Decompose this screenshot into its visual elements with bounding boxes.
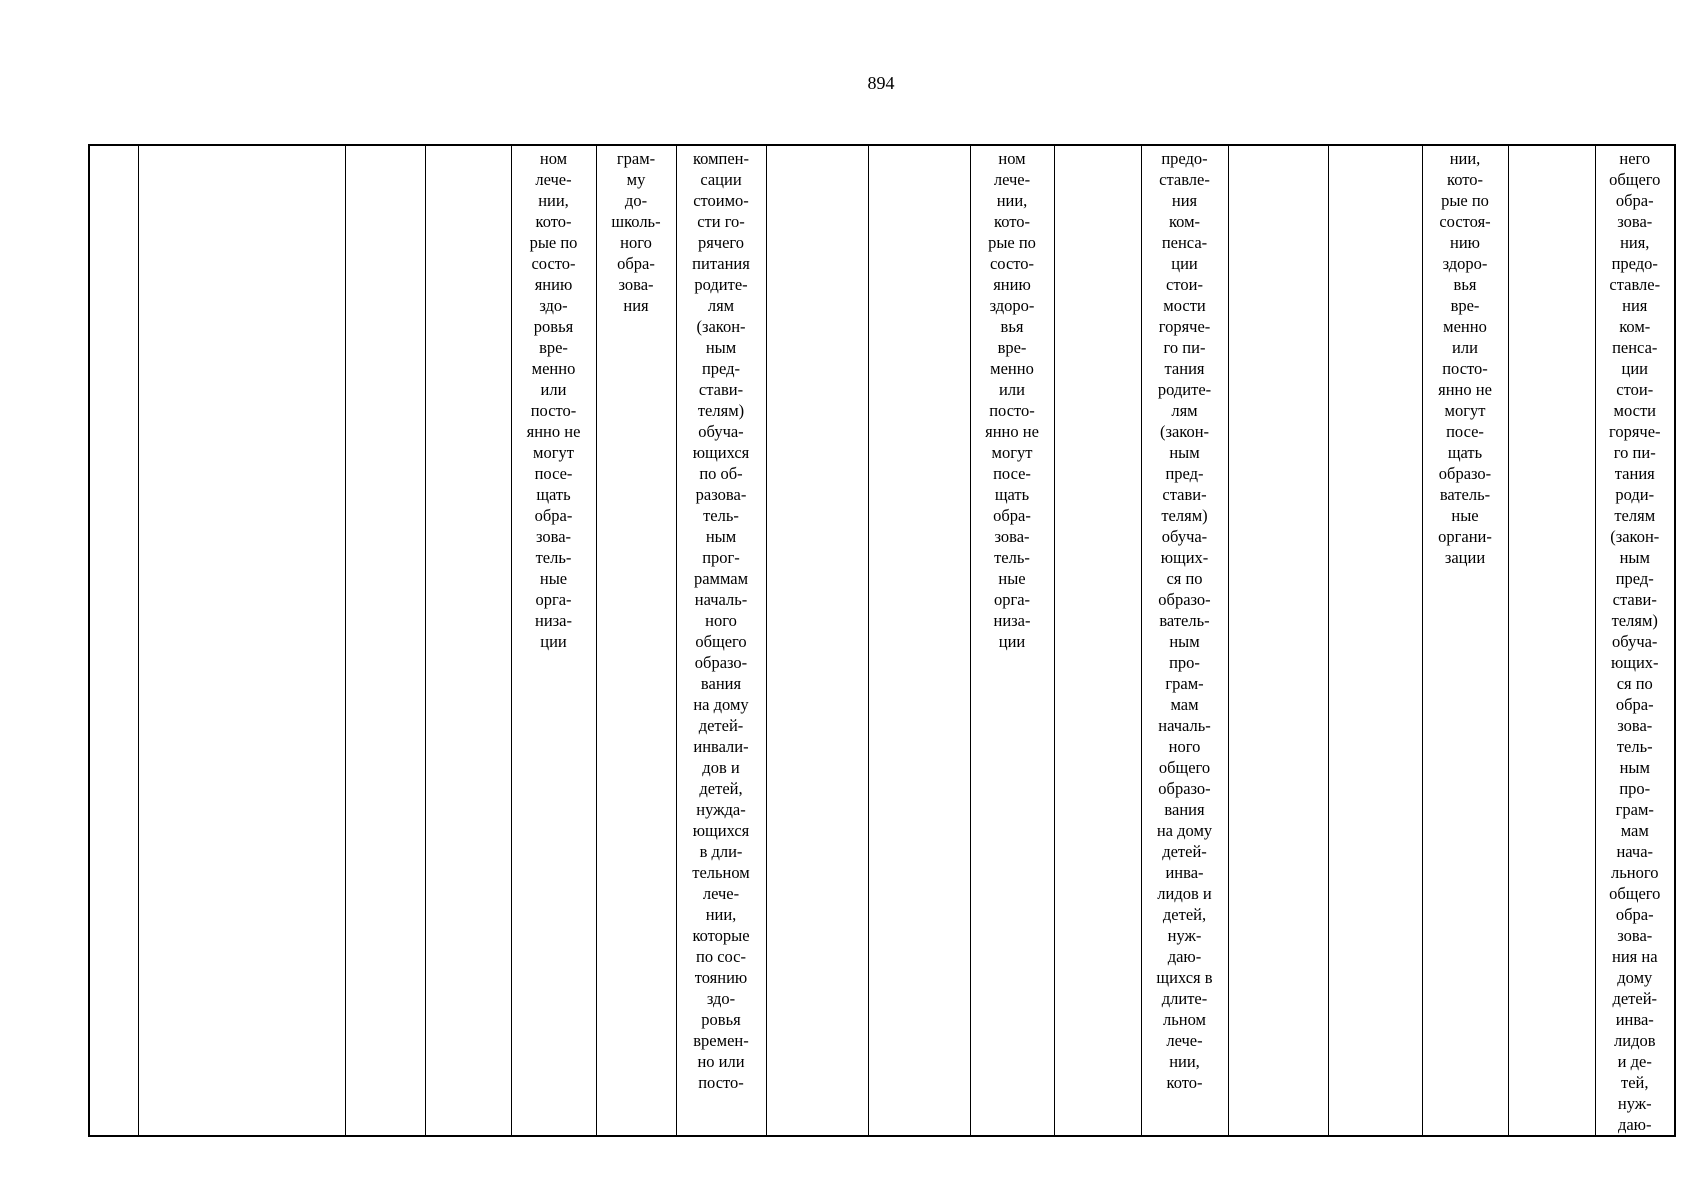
cell-text-line: грам-	[1165, 674, 1204, 693]
cell-text-line: ного	[620, 233, 652, 252]
cell-text-line: лидов	[1614, 1031, 1656, 1050]
cell-text-line: янию	[993, 275, 1031, 294]
cell-text-line: посто-	[530, 401, 577, 420]
table-cell-col-3	[345, 145, 425, 1136]
cell-text-line: менно	[990, 359, 1034, 378]
cell-text-line: образо-	[1158, 590, 1211, 609]
cell-text-line: зова-	[1617, 926, 1653, 945]
cell-text-line: обуча-	[698, 422, 744, 441]
cell-text-line: детей-	[1162, 842, 1207, 861]
cell-text-line: ции	[1621, 359, 1648, 378]
cell-text-line: телям)	[697, 401, 745, 420]
cell-text-line: менно	[531, 359, 576, 378]
cell-text-line: могут	[533, 443, 574, 462]
cell-text-line: льном	[1163, 1010, 1206, 1029]
cell-text-line: ции	[540, 632, 567, 651]
cell-text-line: низа-	[993, 611, 1031, 630]
cell-text-line: ные	[1451, 506, 1479, 525]
cell-text-line: пенса-	[1612, 338, 1658, 357]
cell-text-line: обра-	[617, 254, 655, 273]
cell-text-line: вания	[700, 674, 742, 693]
cell-text-line: щать	[1447, 443, 1483, 462]
cell-text-line: ния,	[1620, 233, 1650, 252]
cell-text-line: обуча-	[1161, 527, 1208, 546]
cell-text-line: инва-	[1615, 1010, 1654, 1029]
cell-text-line: ном	[998, 149, 1026, 168]
cell-text-line: кото-	[994, 212, 1030, 231]
cell-text-line: грам-	[1615, 800, 1654, 819]
cell-text-line: тей,	[1621, 1073, 1649, 1092]
cell-text-line: общего	[1609, 170, 1661, 189]
cell-text-line: обра-	[1615, 695, 1654, 714]
cell-text-line: янно не	[1438, 380, 1492, 399]
cell-text-line: ным	[705, 338, 737, 357]
cell-text-line: зова-	[618, 275, 654, 294]
cell-text-line: родите-	[1157, 380, 1212, 399]
cell-text-line: обра-	[993, 506, 1031, 525]
table-cell-col-9	[868, 145, 970, 1136]
cell-text-line: но или	[697, 1052, 745, 1071]
cell-text-line: инвали-	[693, 737, 749, 756]
cell-text-line: мости	[1163, 296, 1206, 315]
cell-text-line: горяче-	[1608, 422, 1661, 441]
cell-text-line: лече-	[1166, 1031, 1203, 1050]
cell-text-line: и де-	[1617, 1052, 1652, 1071]
cell-text-line: инва-	[1165, 863, 1204, 882]
cell-text-line: (закон-	[696, 317, 746, 336]
cell-text-line: лидов и	[1157, 884, 1212, 903]
cell-text-line: состо-	[531, 254, 576, 273]
cell-text-line: или	[999, 380, 1025, 399]
cell-text-line: кото-	[1166, 1073, 1203, 1092]
cell-text-line: ции	[1171, 254, 1198, 273]
cell-text-line: ся по	[1616, 674, 1653, 693]
cell-text-line: ровья	[701, 1010, 741, 1029]
cell-text-line: вания	[1164, 800, 1205, 819]
cell-text-line: вре-	[1450, 296, 1480, 315]
cell-text-line: обра-	[534, 506, 573, 525]
cell-text-line: зации	[1444, 548, 1486, 567]
cell-text-line: зова-	[1617, 716, 1653, 735]
cell-text-line: ющих-	[1160, 548, 1209, 567]
cell-text-line: рячего	[697, 233, 745, 252]
cell-text-line: которые	[692, 926, 750, 945]
cell-text-line: тельном	[692, 863, 750, 882]
cell-text-line: кото-	[1447, 170, 1483, 189]
cell-text-line: лече-	[535, 170, 572, 189]
cell-text-line: детей,	[1162, 905, 1207, 924]
cell-text-line: му	[626, 170, 646, 189]
cell-text-line: ния	[1171, 191, 1198, 210]
cell-text-line: ного	[1168, 737, 1201, 756]
cell-text-line: общего	[695, 632, 747, 651]
cell-text-line: разова-	[695, 485, 747, 504]
cell-text-line: нии,	[538, 191, 569, 210]
cell-text-line: началь-	[694, 590, 748, 609]
cell-text-line: ным	[1169, 443, 1200, 462]
cell-text-line: или	[1452, 338, 1478, 357]
cell-text-line: здо-	[706, 989, 736, 1008]
cell-text-line: по сос-	[695, 947, 746, 966]
cell-text-line: времен-	[693, 1031, 749, 1050]
cell-text-line: детей-	[698, 716, 744, 735]
table-row	[89, 145, 1675, 1136]
cell-text-line: рые по	[1441, 191, 1489, 210]
cell-text-line: ния	[1622, 296, 1648, 315]
cell-text-line: здоро-	[1442, 254, 1488, 273]
cell-text-line: стои-	[1616, 380, 1654, 399]
cell-text-line: нии,	[996, 191, 1028, 210]
cell-text-line: обра-	[1615, 191, 1654, 210]
cell-text-line: лече-	[702, 884, 740, 903]
cell-text-line: образо-	[1438, 464, 1492, 483]
cell-text-line: ющихся	[692, 443, 750, 462]
cell-text-line: детей,	[699, 779, 743, 798]
cell-text-line: посто-	[989, 401, 1035, 420]
cell-text-line: вья	[1453, 275, 1477, 294]
cell-text-line: про-	[1169, 653, 1200, 672]
cell-text-line: здоро-	[989, 296, 1035, 315]
cell-text-line: ставле-	[1159, 170, 1210, 189]
cell-text-line: менно	[1443, 317, 1487, 336]
cell-text-line: нии,	[1169, 1052, 1200, 1071]
cell-text-line: прог-	[702, 548, 740, 567]
cell-text-line: ком-	[1168, 212, 1201, 231]
cell-text-line: пред-	[701, 359, 741, 378]
cell-text-line: состо-	[989, 254, 1035, 273]
cell-text-line: длите-	[1161, 989, 1208, 1008]
cell-text-line: нуж-	[1167, 926, 1202, 945]
cell-text-line: дов и	[702, 758, 740, 777]
cell-text-line: вре-	[997, 338, 1027, 357]
cell-text-line: даю-	[1617, 1115, 1652, 1134]
table-cell-col-15	[1422, 145, 1508, 1136]
cell-text-line: по об-	[699, 464, 743, 483]
cell-text-line: дому	[1617, 968, 1653, 987]
cell-text-line: даю-	[1167, 947, 1202, 966]
cell-text-line: вре-	[539, 338, 568, 357]
cell-text-line: янно не	[526, 422, 581, 441]
cell-text-line: обра-	[1615, 905, 1654, 924]
cell-text-line: тания	[1614, 464, 1655, 483]
cell-text-line: нужда-	[696, 800, 746, 819]
cell-text-line: щать	[536, 485, 571, 504]
cell-text-line: ции	[998, 632, 1026, 651]
cell-text-line: него	[1619, 149, 1651, 168]
cell-text-line: нуж-	[1617, 1094, 1652, 1113]
cell-text-line: раммам	[693, 569, 749, 588]
cell-text-line: обуча-	[1612, 632, 1658, 651]
cell-text-line: пенса-	[1161, 233, 1208, 252]
page-number: 894	[867, 73, 895, 93]
cell-text-line: (закон-	[1610, 527, 1660, 546]
cell-text-line: ном	[539, 149, 568, 168]
cell-text-line: школь-	[611, 212, 661, 231]
cell-text-line: лям	[707, 296, 735, 315]
cell-text-line: тель-	[703, 506, 739, 525]
cell-text-line: стоимо-	[693, 191, 749, 210]
cell-text-line: нию	[1450, 233, 1480, 252]
cell-text-line: (закон-	[1159, 422, 1210, 441]
cell-text-line: началь-	[1158, 716, 1211, 735]
table-cell-col-11	[1054, 145, 1141, 1136]
cell-text-line: рые по	[529, 233, 578, 252]
cell-text-line: телям	[1614, 506, 1656, 525]
cell-text-line: сти го-	[697, 212, 745, 231]
cell-text-line: стави-	[1612, 590, 1657, 609]
cell-text-line: тания	[1164, 359, 1205, 378]
cell-text-line: предо-	[1611, 254, 1658, 273]
cell-text-line: общего	[1609, 884, 1661, 903]
cell-text-line: органи-	[1438, 527, 1492, 546]
cell-text-line: сации	[700, 170, 742, 189]
cell-text-line: здо-	[539, 296, 568, 315]
cell-text-line: ставле-	[1609, 275, 1661, 294]
cell-text-line: мам	[1170, 695, 1199, 714]
table-cell-col-12	[1141, 145, 1228, 1136]
cell-text-line: янно не	[985, 422, 1039, 441]
table-cell-col-17	[1595, 145, 1675, 1136]
cell-text-line: ватель-	[1159, 611, 1210, 630]
cell-text-line: посто-	[698, 1073, 744, 1092]
cell-text-line: ровья	[533, 317, 574, 336]
cell-text-line: ного	[705, 611, 737, 630]
cell-text-line: на дому	[1156, 821, 1213, 840]
cell-text-line: вья	[1000, 317, 1024, 336]
cell-text-line: до-	[624, 191, 648, 210]
cell-text-line: низа-	[535, 611, 572, 630]
cell-text-line: общего	[1158, 758, 1211, 777]
cell-text-line: грам-	[616, 149, 656, 168]
cell-text-line: могут	[1444, 401, 1486, 420]
cell-text-line: родите-	[694, 275, 748, 294]
table-cell-col-10	[970, 145, 1054, 1136]
cell-text-line: щать	[994, 485, 1030, 504]
cell-text-line: го пи-	[1163, 338, 1206, 357]
table-cell-col-13	[1228, 145, 1328, 1136]
cell-text-line: рые по	[988, 233, 1036, 252]
cell-text-line: тель-	[535, 548, 572, 567]
cell-text-line: ся по	[1166, 569, 1203, 588]
cell-text-line: орга-	[535, 590, 572, 609]
cell-text-line: нии,	[1449, 149, 1481, 168]
cell-text-line: пред-	[1615, 569, 1654, 588]
cell-text-line: в дли-	[699, 842, 743, 861]
cell-text-line: стои-	[1166, 275, 1203, 294]
cell-text-line: посе-	[993, 464, 1031, 483]
cell-text-line: мости	[1613, 401, 1656, 420]
cell-text-line: нача-	[1616, 842, 1654, 861]
cell-text-line: ным	[705, 527, 737, 546]
table-cell-col-6	[596, 145, 676, 1136]
cell-text-line: ные	[998, 569, 1026, 588]
cell-text-line: состоя-	[1439, 212, 1491, 231]
cell-text-line: могут	[991, 443, 1033, 462]
table-cell-col-5	[511, 145, 596, 1136]
cell-text-line: про-	[1619, 779, 1651, 798]
cell-text-line: нии,	[705, 905, 737, 924]
cell-text-line: ные	[539, 569, 568, 588]
cell-text-line: ком-	[1619, 317, 1651, 336]
table-cell-col-14	[1328, 145, 1422, 1136]
cell-text-line: орга-	[993, 590, 1031, 609]
cell-text-line: ющих-	[1610, 653, 1659, 672]
cell-text-line: лям	[1171, 401, 1198, 420]
cell-text-line: ватель-	[1439, 485, 1491, 504]
document-table	[88, 144, 1676, 1137]
cell-text-line: питания	[692, 254, 750, 273]
table-cell-col-7	[676, 145, 766, 1136]
cell-text-line: лече-	[993, 170, 1031, 189]
table-cell-col-2	[138, 145, 345, 1136]
cell-text-line: мам	[1620, 821, 1649, 840]
cell-text-line: го пи-	[1613, 443, 1656, 462]
table-cell-col-8	[766, 145, 868, 1136]
cell-text-line: детей-	[1612, 989, 1658, 1008]
cell-text-line: образо-	[694, 653, 748, 672]
cell-text-line: ния	[623, 296, 649, 315]
table-cell-col-4	[425, 145, 511, 1136]
cell-text-line: или	[540, 380, 567, 399]
cell-text-line: компен-	[692, 149, 750, 168]
table-cell-col-16	[1508, 145, 1595, 1136]
cell-text-line: ния на	[1611, 947, 1658, 966]
cell-text-line: льного	[1611, 863, 1659, 882]
cell-text-line: посе-	[1446, 422, 1484, 441]
cell-text-line: посе-	[534, 464, 573, 483]
cell-text-line: роди-	[1615, 485, 1655, 504]
cell-text-line: стави-	[1162, 485, 1207, 504]
cell-text-line: зова-	[994, 527, 1030, 546]
cell-text-line: янию	[534, 275, 573, 294]
cell-text-line: предо-	[1161, 149, 1208, 168]
table-cell-col-1	[89, 145, 138, 1136]
cell-text-line: тель-	[1616, 737, 1653, 756]
cell-text-line: кото-	[535, 212, 572, 231]
cell-text-line: на дому	[693, 695, 749, 714]
cell-text-line: ющихся	[692, 821, 750, 840]
cell-text-line: телям)	[1161, 506, 1208, 525]
cell-text-line: тоянию	[694, 968, 748, 987]
cell-text-line: тель-	[994, 548, 1030, 567]
cell-text-line: ным	[1619, 548, 1650, 567]
cell-text-line: пред-	[1165, 464, 1204, 483]
cell-text-line: горяче-	[1158, 317, 1211, 336]
cell-text-line: образо-	[1158, 779, 1211, 798]
cell-text-line: ным	[1169, 632, 1200, 651]
cell-text-line: зова-	[1617, 212, 1653, 231]
cell-text-line: стави-	[698, 380, 744, 399]
cell-text-line: посто-	[1442, 359, 1488, 378]
cell-text-line: ным	[1619, 758, 1650, 777]
cell-text-line: телям)	[1611, 611, 1658, 630]
cell-text-line: зова-	[535, 527, 572, 546]
cell-text-line: щихся в	[1156, 968, 1213, 987]
